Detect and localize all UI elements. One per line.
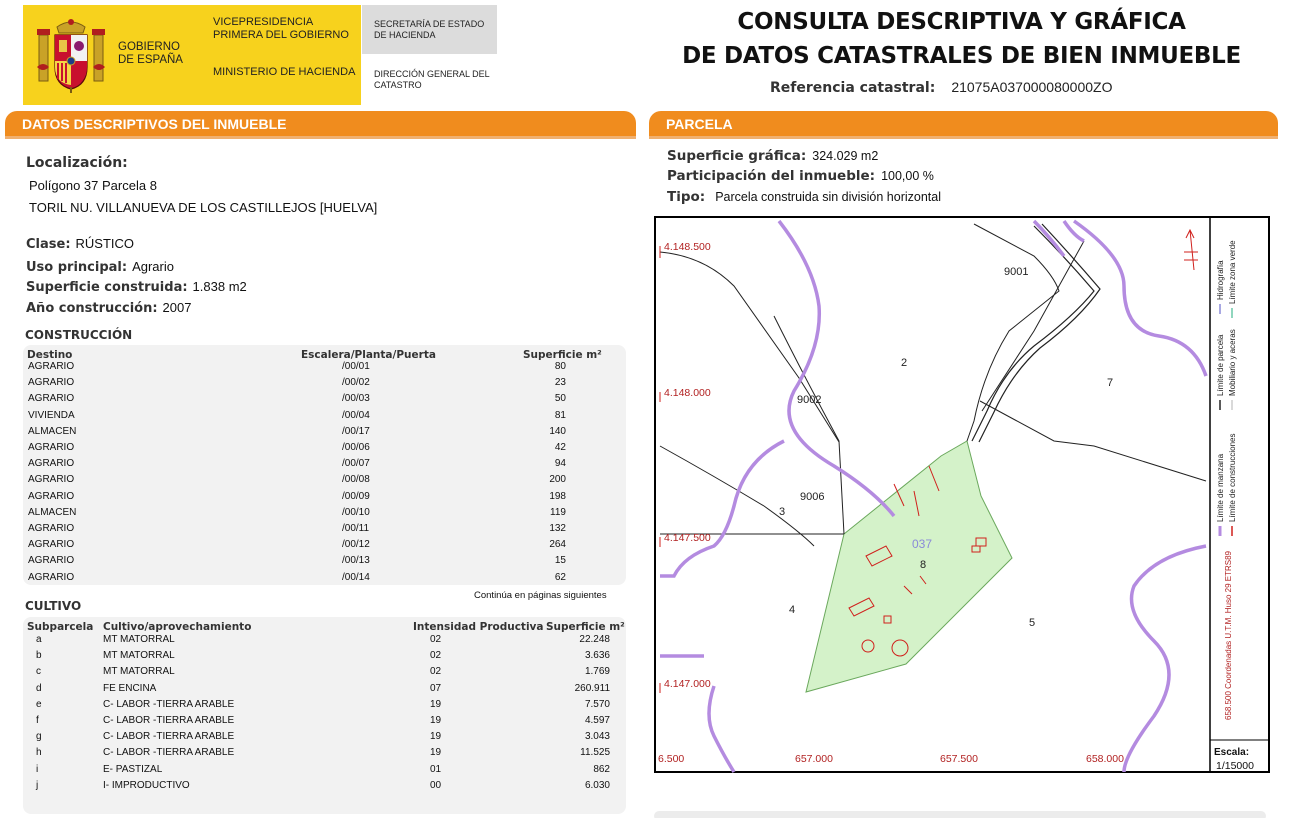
- continua-note: Continúa en páginas siguientes: [474, 590, 607, 601]
- clase-value: RÚSTICO: [75, 236, 135, 251]
- cultivo-cell: E- PASTIZAL: [103, 763, 163, 775]
- escalera-cell: /00/09: [342, 490, 370, 502]
- cult-superficie-cell: 3.636: [584, 650, 610, 662]
- cultivo-cell: FE ENCINA: [103, 682, 157, 694]
- coord-x-3: 657.500: [940, 753, 978, 765]
- sup-grafica-value: 324.029 m2: [812, 149, 879, 163]
- superficie-cell: 81: [554, 409, 566, 421]
- section-bar-parcela: PARCELA: [649, 111, 1278, 139]
- intensidad-cell: 00: [430, 779, 442, 791]
- subparcela-cell: a: [36, 634, 42, 645]
- tipo-value: Parcela construida sin división horizontal: [715, 190, 941, 204]
- coord-x-2: 657.000: [795, 753, 833, 765]
- participacion-label: Participación del inmueble:: [667, 168, 876, 184]
- constr-header-escalera: Escalera/Planta/Puerta: [301, 349, 436, 361]
- clase-label: Clase:: [26, 237, 71, 252]
- document-title: [650, 5, 1273, 73]
- section-bar-descriptivos: DATOS DESCRIPTIVOS DEL INMUEBLE: [5, 111, 636, 139]
- superficie-cell: 23: [554, 377, 566, 389]
- superficie-cell: 200: [549, 474, 566, 486]
- ref-label: Referencia catastral:: [770, 80, 936, 96]
- subparcela-cell: c: [36, 666, 41, 678]
- destino-cell: ALMACEN: [28, 506, 77, 518]
- subparcela-cell: g: [36, 731, 42, 743]
- destino-cell: AGRARIO: [28, 555, 75, 567]
- cult-superficie-cell: 6.030: [584, 779, 610, 791]
- field-tipo: [667, 188, 941, 206]
- superficie-label: Superficie construida:: [26, 280, 188, 295]
- constr-header-destino: Destino: [27, 349, 73, 361]
- escalera-cell: /00/03: [342, 393, 370, 405]
- field-superficie: [26, 278, 247, 296]
- tipo-label: Tipo:: [667, 189, 706, 205]
- svg-text:Límite zona verde: Límite zona verde: [1228, 240, 1237, 304]
- cult-superficie-cell: 22.248: [579, 634, 610, 645]
- coord-y-3: 4.147.500: [664, 532, 711, 544]
- escalera-cell: /00/13: [342, 555, 370, 567]
- cult-superficie-cell: 4.597: [584, 715, 610, 726]
- field-superficie-grafica: [667, 147, 878, 165]
- participacion-value: 100,00 %: [881, 169, 934, 183]
- cadastral-map: [654, 216, 1270, 773]
- sup-grafica-label: Superficie gráfica:: [667, 148, 807, 164]
- escalera-cell: /00/10: [342, 506, 370, 518]
- poligono-label-037: 037: [912, 537, 933, 551]
- superficie-value: 1.838 m2: [192, 279, 247, 294]
- subparcela-cell: f: [36, 715, 39, 726]
- coat-of-arms-icon: [35, 17, 107, 95]
- cultivo-cell: MT MATORRAL: [103, 666, 175, 678]
- escalera-cell: /00/17: [342, 425, 370, 437]
- svg-text:Límite de parcela: Límite de parcela: [1216, 334, 1225, 396]
- cultivo-cell: C- LABOR -TIERRA ARABLE: [103, 698, 235, 710]
- escalera-cell: /00/01: [342, 361, 370, 372]
- ref-value: 21075A037000080000ZO: [951, 79, 1113, 95]
- escalera-cell: /00/14: [342, 571, 370, 583]
- cultivo-cell: I- IMPRODUCTIVO: [103, 779, 190, 791]
- gov-divider: [361, 5, 362, 105]
- field-anio: [26, 299, 191, 317]
- cult-superficie-cell: 3.043: [584, 731, 610, 743]
- destino-cell: AGRARIO: [28, 474, 75, 486]
- svg-text:Límite de construcciones: Límite de construcciones: [1228, 433, 1237, 522]
- cult-header-cultivo: Cultivo/aprovechamiento: [103, 621, 252, 633]
- subparcela-cell: e: [36, 698, 42, 710]
- subparcela-cell: b: [36, 650, 42, 662]
- cult-superficie-cell: 862: [593, 763, 610, 775]
- cultivo-cell: MT MATORRAL: [103, 634, 175, 645]
- destino-cell: VIVIENDA: [28, 409, 75, 421]
- intensidad-cell: 02: [430, 650, 442, 662]
- gov-ministerio: MINISTERIO DE HACIENDA: [213, 66, 356, 78]
- superficie-cell: 264: [549, 539, 566, 551]
- intensidad-cell: 19: [430, 731, 442, 743]
- destino-cell: AGRARIO: [28, 539, 75, 551]
- intensidad-cell: 19: [430, 715, 442, 726]
- subparcela-cell: h: [36, 747, 42, 759]
- field-clase: [26, 235, 134, 253]
- gov-direccion: DIRECCIÓN GENERAL DEL CATASTRO: [374, 69, 490, 90]
- escala-value: 1/15000: [1216, 760, 1254, 772]
- subparcela-cell: d: [36, 682, 42, 694]
- svg-text:Mobiliario y aceras: Mobiliario y aceras: [1228, 329, 1237, 396]
- cult-superficie-cell: 260.911: [574, 682, 610, 694]
- field-uso: [26, 258, 174, 276]
- next-section-box: [654, 811, 1266, 818]
- superficie-cell: 62: [554, 571, 566, 583]
- anio-label: Año construcción:: [26, 301, 158, 316]
- gov-vicepresidencia: VICEPRESIDENCIA PRIMERA DEL GOBIERNO: [213, 16, 349, 41]
- superficie-cell: 50: [554, 393, 566, 405]
- parcel-label-3: 3: [779, 506, 786, 518]
- gov-name: GOBIERNO DE ESPAÑA: [118, 41, 183, 66]
- destino-cell: AGRARIO: [28, 458, 75, 470]
- parcel-label-9001: 9001: [1004, 266, 1029, 278]
- parcel-label-7: 7: [1107, 377, 1114, 389]
- cultivo-title: CULTIVO: [25, 599, 82, 613]
- cultivo-cell: C- LABOR -TIERRA ARABLE: [103, 731, 235, 743]
- destino-cell: AGRARIO: [28, 442, 75, 453]
- subparcela-cell: i: [36, 763, 39, 775]
- cultivo-row: [0, 780, 1290, 796]
- escalera-cell: /00/02: [342, 377, 370, 389]
- superficie-cell: 132: [549, 523, 566, 534]
- escalera-cell: /00/06: [342, 442, 370, 453]
- parcel-label-5: 5: [1029, 617, 1036, 629]
- intensidad-cell: 02: [430, 634, 442, 645]
- construccion-title: CONSTRUCCIÓN: [25, 328, 133, 342]
- superficie-cell: 119: [550, 506, 566, 518]
- intensidad-cell: 19: [430, 747, 442, 759]
- cult-superficie-cell: 1.769: [584, 666, 610, 678]
- intensidad-cell: 19: [430, 698, 442, 710]
- superficie-cell: 42: [554, 442, 566, 453]
- superficie-cell: 80: [554, 361, 566, 372]
- svg-text:Hidrografía: Hidrografía: [1216, 260, 1225, 300]
- parcel-label-9006: 9006: [800, 491, 825, 503]
- superficie-cell: 140: [549, 425, 566, 437]
- intensidad-cell: 01: [430, 763, 442, 775]
- title-line-1: CONSULTA DESCRIPTIVA Y GRÁFICA: [737, 9, 1186, 35]
- localizacion-line-1: Polígono 37 Parcela 8: [29, 178, 157, 193]
- escalera-cell: /00/07: [342, 458, 370, 470]
- cult-superficie-cell: 7.570: [584, 698, 610, 710]
- cult-header-superficie: Superficie m²: [546, 621, 625, 633]
- field-participacion: [667, 167, 934, 185]
- cultivo-cell: MT MATORRAL: [103, 650, 175, 662]
- coord-y-4: 4.147.000: [664, 678, 711, 690]
- cultivo-cell: C- LABOR -TIERRA ARABLE: [103, 747, 235, 759]
- svg-text:Límite de manzana: Límite de manzana: [1216, 453, 1225, 522]
- cult-superficie-cell: 11.525: [580, 747, 610, 759]
- legend-construcciones: [1228, 434, 1237, 537]
- parcel-label-2: 2: [901, 357, 908, 369]
- cult-header-subparcela: Subparcela: [27, 621, 94, 633]
- gov-secretaria: SECRETARÍA DE ESTADO DE HACIENDA: [374, 19, 485, 40]
- superficie-cell: 94: [554, 458, 566, 470]
- uso-label: Uso principal:: [26, 260, 128, 275]
- destino-cell: AGRARIO: [28, 361, 75, 372]
- cult-header-intensidad: Intensidad Productiva: [413, 621, 544, 633]
- escalera-cell: /00/08: [342, 474, 370, 486]
- coord-x-1: 6.500: [658, 753, 685, 765]
- title-line-2: DE DATOS CATASTRALES DE BIEN INMUEBLE: [682, 43, 1241, 69]
- parcel-label-9002: 9002: [797, 394, 822, 406]
- escalera-cell: /00/04: [342, 409, 370, 421]
- uso-value: Agrario: [132, 259, 174, 274]
- referencia-catastral: [770, 79, 1112, 96]
- parcel-label-4: 4: [789, 604, 796, 616]
- coord-note: 658.500 Coordenadas U.T.M. Huso 29 ETRS89: [1224, 551, 1233, 720]
- destino-cell: AGRARIO: [28, 571, 75, 583]
- intensidad-cell: 07: [430, 682, 442, 694]
- superficie-cell: 15: [554, 555, 566, 567]
- escala-label: Escala:: [1214, 747, 1250, 758]
- anio-value: 2007: [162, 300, 192, 315]
- coord-y-2: 4.148.000: [664, 387, 711, 399]
- destino-cell: AGRARIO: [28, 393, 75, 405]
- constr-header-superficie: Superficie m²: [523, 349, 602, 361]
- destino-cell: AGRARIO: [28, 523, 75, 534]
- government-logo-block: [23, 5, 497, 105]
- localizacion-line-2: TORIL NU. VILLANUEVA DE LOS CASTILLEJOS [HUELVA]: [29, 200, 378, 215]
- destino-cell: AGRARIO: [28, 490, 75, 502]
- superficie-cell: 198: [549, 490, 566, 502]
- escalera-cell: /00/11: [342, 523, 370, 534]
- cultivo-cell: C- LABOR -TIERRA ARABLE: [103, 715, 235, 726]
- destino-cell: AGRARIO: [28, 377, 75, 389]
- parcel-label-8: 8: [920, 559, 927, 571]
- subparcela-cell: j: [36, 779, 39, 791]
- coord-x-4: 658.000: [1086, 753, 1124, 765]
- localizacion-label: Localización:: [26, 155, 128, 171]
- escalera-cell: /00/12: [342, 539, 370, 551]
- intensidad-cell: 02: [430, 666, 442, 678]
- coord-y-1: 4.148.500: [664, 241, 711, 253]
- destino-cell: ALMACEN: [28, 425, 77, 437]
